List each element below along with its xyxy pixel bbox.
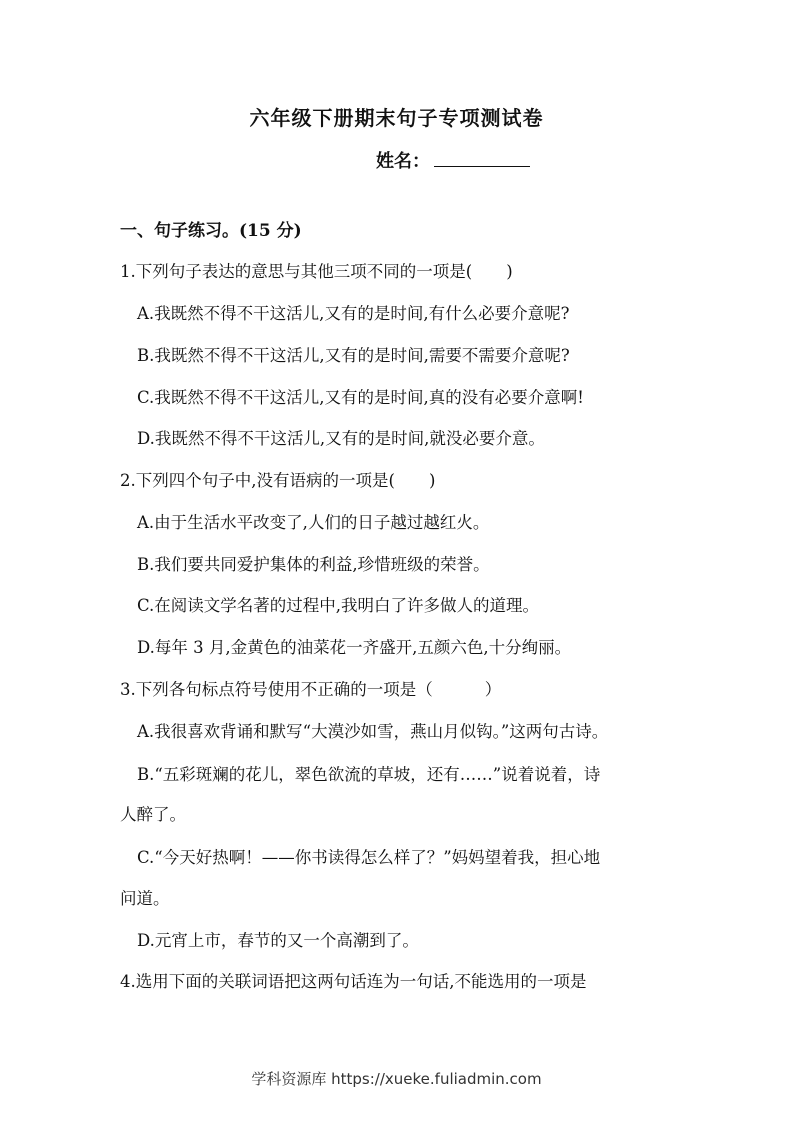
question-1-close-paren: ) [506,262,513,281]
question-3-option-c-line1: C.“今天好热啊！——你书读得怎么样了？”妈妈望着我，担心地 [137,848,601,867]
question-2-option-a: A.由于生活水平改变了,人们的日子越过越红火。 [137,513,490,532]
question-3-text: 3.下列各句标点符号使用不正确的一项是（ [120,680,433,699]
question-2-close-paren: ) [428,471,436,490]
section-heading: 一、句子练习。(15 分) [120,221,302,241]
question-4-stem: 4.选用下面的关联词语把这两句话连为一句话,不能选用的一项是 [120,972,587,991]
question-2-option-d: D.每年 3 月,金黄色的油菜花一齐盛开,五颜六色,十分绚丽。 [137,638,572,657]
question-1-option-c: C.我既然不得不干这活儿,又有的是时间,真的没有必要介意啊! [137,388,584,407]
name-field-row [376,147,530,173]
question-3-option-d: D.元宵上市，春节的又一个高潮到了。 [137,931,419,950]
question-2-option-c: C.在阅读文学名著的过程中,我明白了许多做人的道理。 [137,596,540,615]
question-3-close-paren: ） [484,680,502,699]
question-1-option-a: A.我既然不得不干这活儿,又有的是时间,有什么必要介意呢? [137,304,570,323]
question-2-stem [120,469,435,493]
question-2-option-b: B.我们要共同爱护集体的利益,珍惜班级的荣誉。 [137,555,490,574]
name-blank-line[interactable] [434,148,530,167]
question-1-option-b: B.我既然不得不干这活儿,又有的是时间,需要不需要介意呢? [137,346,570,365]
question-1-option-d: D.我既然不得不干这活儿,又有的是时间,就没必要介意。 [137,429,545,448]
question-3-stem [120,678,501,702]
page-title: 六年级下册期末句子专项测试卷 [249,106,544,130]
name-label: 姓名： [376,151,430,172]
question-3-option-a: A.我很喜欢背诵和默写“大漠沙如雪，燕山月似钩。”这两句古诗。 [137,722,609,741]
question-3-option-b-line2: 人醉了。 [120,805,186,824]
question-1-text: 1.下列句子表达的意思与其他三项不同的一项是( [120,262,473,281]
question-1-stem [120,260,513,284]
question-2-text: 2.下列四个句子中,没有语病的一项是( [120,471,395,490]
question-3-option-b-line1: B.“五彩斑斓的花儿，翠色欲流的草坡，还有……”说着说着，诗 [137,765,601,784]
footer-watermark: 学科资源库 https://xueke.fuliadmin.com [251,1070,542,1088]
question-3-option-c-line2: 问道。 [120,889,170,908]
